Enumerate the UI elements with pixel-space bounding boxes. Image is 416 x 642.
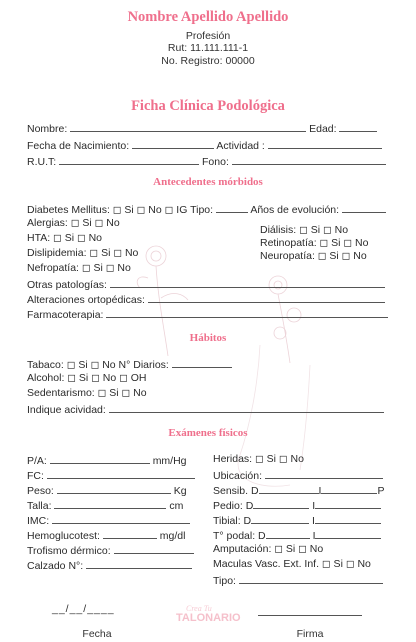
- pa-input-line[interactable]: [50, 453, 150, 464]
- trofismo-label: Trofismo dérmico:: [27, 545, 111, 557]
- field-sensibilidad[interactable]: [213, 483, 384, 497]
- evolucion-label: Años de evolución:: [250, 204, 340, 216]
- calzado-input-line[interactable]: [86, 558, 192, 569]
- indique-actividad-line[interactable]: [109, 402, 384, 413]
- tipo-input-line[interactable]: [239, 573, 383, 584]
- section-antecedentes: Antecedentes mórbidos: [153, 176, 263, 188]
- registry-number: No. Registro: 00000: [161, 55, 255, 67]
- heridas-checkbox[interactable]: Heridas: ◻ Si ◻ No: [213, 453, 304, 465]
- pedio-i-line[interactable]: [315, 498, 381, 509]
- field-tabaco[interactable]: [27, 357, 232, 371]
- retinopatia-checkbox[interactable]: Retinopatía: ◻ Si ◻ No: [260, 237, 369, 249]
- talla-label: Talla:: [27, 500, 52, 512]
- section-habitos: Hábitos: [189, 332, 227, 344]
- field-diabetes[interactable]: [27, 202, 386, 216]
- farmaco-label: Farmacoterapia:: [27, 309, 104, 321]
- dislipidemia-checkbox[interactable]: Dislipidemia: ◻ Si ◻ No: [27, 247, 139, 259]
- field-rut[interactable]: [27, 154, 386, 168]
- dialisis-checkbox[interactable]: Diálisis: ◻ Si ◻ No: [260, 224, 349, 236]
- sedentarismo-checkbox[interactable]: Sedentarismo: ◻ Si ◻ No: [27, 387, 147, 399]
- professional-rut: Rut: 11.111.111-1: [167, 42, 249, 54]
- imc-input-line[interactable]: [52, 513, 190, 524]
- pedio-d-line[interactable]: [253, 498, 309, 509]
- hgt-unit: mg/dl: [159, 530, 186, 542]
- field-fc[interactable]: [27, 468, 195, 482]
- field-trofismo[interactable]: [27, 543, 194, 557]
- edad-label: Edad:: [309, 123, 337, 135]
- field-indique-actividad[interactable]: [27, 402, 384, 416]
- field-fecha-nacimiento[interactable]: [27, 138, 382, 152]
- fono-label: Fono:: [202, 156, 229, 168]
- otras-input-line[interactable]: [110, 277, 385, 288]
- tabaco-diarios-line[interactable]: [172, 357, 232, 368]
- ubicacion-label: Ubicación:: [213, 470, 263, 482]
- fecha-nac-input-line[interactable]: [132, 138, 214, 149]
- amputacion-checkbox[interactable]: Amputación: ◻ Si ◻ No: [213, 543, 324, 555]
- actividad-label: Actividad :: [216, 140, 265, 152]
- peso-label: Peso:: [27, 485, 54, 497]
- imc-label: IMC:: [27, 515, 50, 527]
- watermark-logo: TALONARIO: [176, 612, 241, 624]
- hgt-label: Hemoglucotest:: [27, 530, 100, 542]
- sensib-i-label: I: [318, 485, 322, 497]
- pedio-label: Pedio: D: [213, 500, 254, 512]
- tpodal-i-label: I: [312, 530, 316, 542]
- tpodal-i-line[interactable]: [315, 528, 381, 539]
- diabetes-label: Diabetes Mellitus: ◻ Si ◻ No ◻ IG Tipo:: [27, 204, 214, 216]
- watermark-script-text: Crea Tu: [186, 604, 212, 613]
- field-nombre[interactable]: [27, 121, 377, 135]
- nombre-label: Nombre:: [27, 123, 68, 135]
- firma-label: Firma: [296, 628, 324, 640]
- hta-checkbox[interactable]: HTA: ◻ Si ◻ No: [27, 232, 102, 244]
- sensib-d-line[interactable]: [259, 483, 319, 494]
- talla-input-line[interactable]: [54, 498, 166, 509]
- tpodal-d-line[interactable]: [266, 528, 310, 539]
- field-peso[interactable]: [27, 483, 187, 497]
- field-talla[interactable]: [27, 498, 183, 512]
- professional-name: Nombre Apellido Apellido: [127, 9, 289, 25]
- field-temperatura-podal[interactable]: [213, 528, 381, 542]
- calzado-label: Calzado N°:: [27, 560, 84, 572]
- ortopedicas-input-line[interactable]: [148, 292, 385, 303]
- edad-input-line[interactable]: [339, 121, 377, 132]
- fono-input-line[interactable]: [232, 154, 386, 165]
- sensib-p-label: P: [377, 485, 385, 497]
- trofismo-input-line[interactable]: [114, 543, 194, 554]
- field-tipo[interactable]: [213, 573, 383, 587]
- indique-actividad-label: Indique acividad:: [27, 404, 106, 416]
- tipo-label: Tipo:: [213, 575, 236, 587]
- actividad-input-line[interactable]: [268, 138, 382, 149]
- rut-label: R.U.T:: [27, 156, 57, 168]
- tibial-label: Tibial: D: [213, 515, 252, 527]
- maculas-checkbox[interactable]: Maculas Vasc. Ext. Inf. ◻ Si ◻ No: [213, 558, 371, 570]
- peso-unit: Kg: [173, 485, 187, 497]
- diabetes-tipo-line[interactable]: [216, 202, 248, 213]
- fc-input-line[interactable]: [47, 468, 195, 479]
- farmaco-input-line[interactable]: [106, 307, 388, 318]
- field-calzado[interactable]: [27, 558, 192, 572]
- rut-input-line[interactable]: [59, 154, 199, 165]
- form-title: Ficha Clínica Podológica: [131, 98, 285, 114]
- fecha-nac-label: Fecha de Nacimiento:: [27, 140, 130, 152]
- profession-label: Profesión: [185, 30, 231, 42]
- hgt-input-line[interactable]: [103, 528, 157, 539]
- field-otras-patologias[interactable]: [27, 277, 385, 291]
- section-examenes: Exámenes físicos: [168, 427, 248, 439]
- alergias-checkbox[interactable]: Alergias: ◻ Si ◻ No: [27, 217, 120, 229]
- field-pa[interactable]: [27, 453, 187, 467]
- field-imc[interactable]: [27, 513, 190, 527]
- ortopedicas-label: Alteraciones ortopédicas:: [27, 294, 145, 306]
- tabaco-label: Tabaco: ◻ Si ◻ No N° Diarios:: [27, 359, 169, 371]
- sensib-i-line[interactable]: [321, 483, 377, 494]
- tibial-i-line[interactable]: [315, 513, 381, 524]
- sensib-label: Sensib. D: [213, 485, 259, 497]
- firma-line[interactable]: [258, 615, 362, 616]
- field-tibial[interactable]: [213, 513, 381, 527]
- pedio-i-label: I: [312, 500, 316, 512]
- tpodal-label: T° podal: D: [213, 530, 266, 542]
- tibial-i-label: I: [312, 515, 315, 527]
- field-hemoglucotest[interactable]: [27, 528, 185, 542]
- pa-label: P/A:: [27, 455, 47, 467]
- fecha-date-mask[interactable]: __/__/____: [52, 603, 115, 615]
- nombre-input-line[interactable]: [70, 121, 306, 132]
- fc-label: FC:: [27, 470, 44, 482]
- field-alteraciones-ortopedicas[interactable]: [27, 292, 385, 306]
- otras-label: Otras patologías:: [27, 279, 107, 291]
- evolucion-input-line[interactable]: [342, 202, 386, 213]
- talla-unit: cm: [169, 500, 184, 512]
- field-farmacoterapia[interactable]: [27, 307, 388, 321]
- field-pedio[interactable]: [213, 498, 381, 512]
- nefropatia-checkbox[interactable]: Nefropatía: ◻ Si ◻ No: [27, 262, 131, 274]
- neuropatia-checkbox[interactable]: Neuropatía: ◻ Si ◻ No: [260, 250, 367, 262]
- field-ubicacion[interactable]: [213, 468, 383, 482]
- alcohol-checkbox[interactable]: Alcohol: ◻ Si ◻ No ◻ OH: [27, 372, 147, 384]
- ubicacion-input-line[interactable]: [265, 468, 383, 479]
- pa-unit: mm/Hg: [152, 455, 187, 467]
- fecha-label: Fecha: [82, 628, 112, 640]
- tibial-d-line[interactable]: [251, 513, 309, 524]
- peso-input-line[interactable]: [57, 483, 171, 494]
